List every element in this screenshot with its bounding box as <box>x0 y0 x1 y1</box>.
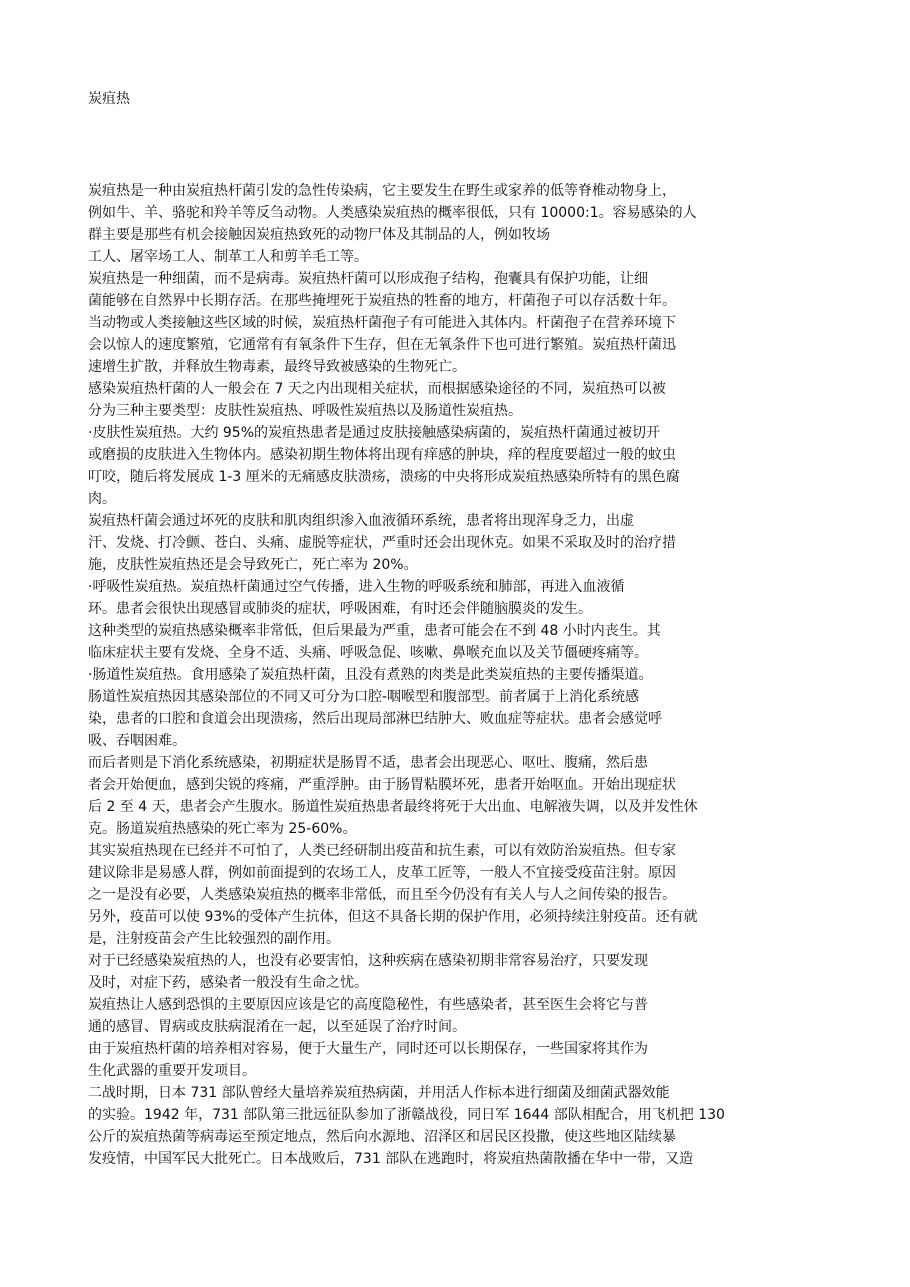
text-line: 建议除非是易感人群，例如前面提到的农场工人，皮革工匠等，一般人不宜接受疫苗注射。原因 <box>88 865 676 881</box>
text-line: 吸、吞咽困难。 <box>88 733 186 749</box>
text-line: 速增生扩散，并释放生物毒素，最终导致被感染的生物死亡。 <box>88 359 466 375</box>
text-line: 炭疽热是一种由炭疽热杆菌引发的急性传染病，它主要发生在野生或家养的低等脊椎动物身上， <box>88 183 676 199</box>
text-line: 会以惊人的速度繁殖，它通常有有氧条件下生存，但在无氧条件下也可进行繁殖。炭疽热杆菌迅 <box>88 337 676 353</box>
text-line: 其实炭疽热现在已经并不可怕了，人类已经研制出疫苗和抗生素，可以有效防治炭疽热。但专家 <box>88 843 676 859</box>
text-line: 生化武器的重要开发项目。 <box>88 1063 256 1079</box>
text-line: 或磨损的皮肤进入生物体内。感染初期生物体将出现有痒感的肿块，痒的程度要超过一般的蚊虫 <box>88 447 676 463</box>
text-line: ·肠道性炭疽热。食用感染了炭疽热杆菌，且没有煮熟的肉类是此类炭疽热的主要传播渠道。 <box>88 667 653 683</box>
text-line: 由于炭疽热杆菌的培养相对容易，便于大量生产，同时还可以长期保存，一些国家将其作为 <box>88 1041 648 1057</box>
text-line: 这种类型的炭疽热感染概率非常低，但后果最为严重，患者可能会在不到 48 小时内丧生。其 <box>88 623 661 639</box>
text-line: 临床症状主要有发烧、全身不适、头痛、呼吸急促、咳嗽、鼻喉充血以及关节僵硬疼痛等。 <box>88 645 648 661</box>
text-line: 通的感冒、胃病或皮肤病混淆在一起，以至延误了治疗时间。 <box>88 1019 466 1035</box>
text-line: 环。患者会很快出现感冒或肺炎的症状，呼吸困难，有时还会伴随脑膜炎的发生。 <box>88 601 592 617</box>
text-line: 后 2 至 4 天，患者会产生腹水。肠道性炭疽热患者最终将死于大出血、电解液失调，以及并发性休 <box>88 799 698 815</box>
text-line: 肉。 <box>88 491 116 507</box>
text-line: 施，皮肤性炭疽热还是会导致死亡，死亡率为 20%。 <box>88 557 418 573</box>
text-line: 的实验。1942 年，731 部队第三批远征队参加了浙赣战役，同日军 1644 部队相配合，用飞机把 130 <box>88 1107 725 1123</box>
text-line: 而后者则是下消化系统感染，初期症状是肠胃不适，患者会出现恶心、呕吐、腹痛，然后患 <box>88 755 648 771</box>
text-line: 者会开始便血，感到尖锐的疼痛，严重浮肿。由于肠胃粘膜坏死，患者开始呕血。开始出现症状 <box>88 777 676 793</box>
text-line: 克。肠道炭疽热感染的死亡率为 25-60%。 <box>88 821 357 837</box>
text-line: ·呼吸性炭疽热。炭疽热杆菌通过空气传播，进入生物的呼吸系统和肺部，再进入血液循 <box>88 579 625 595</box>
text-line: 之一是没有必要，人类感染炭疽热的概率非常低，而且至今仍没有有关人与人之间传染的报告。 <box>88 887 676 903</box>
text-line: 公斤的炭疽热菌等病毒运至预定地点，然后向水源地、沼泽区和居民区投撒，使这些地区陆续暴 <box>88 1129 676 1145</box>
text-line: 分为三种主要类型：皮肤性炭疽热、呼吸性炭疽热以及肠道性炭疽热。 <box>88 403 522 419</box>
text-line: 另外，疫苗可以使 93%的受体产生抗体，但这不具备长期的保护作用，必须持续注射疫苗。还有就 <box>88 909 698 925</box>
text-line: 对于已经感染炭疽热的人，也没有必要害怕，这种疾病在感染初期非常容易治疗，只要发现 <box>88 953 648 969</box>
text-line: ·皮肤性炭疽热。大约 95%的炭疽热患者是通过皮肤接触感染病菌的，炭疽热杆菌通过被切开 <box>88 425 661 441</box>
text-line: 工人、屠宰场工人、制革工人和剪羊毛工等。 <box>88 249 368 265</box>
text-line: 汗、发烧、打冷颤、苍白、头痛、虚脱等症状，严重时还会出现休克。如果不采取及时的治疗措 <box>88 535 676 551</box>
text-line: 二战时期，日本 731 部队曾经大量培养炭疽热病菌，并用活人作标本进行细菌及细菌武器效能 <box>88 1085 670 1101</box>
text-line: 发疫情，中国军民大批死亡。日本战败后，731 部队在逃跑时，将炭疽热菌散播在华中一带，又造 <box>88 1151 694 1167</box>
text-line: 当动物或人类接触这些区域的时候，炭疽热杆菌孢子有可能进入其体内。杆菌孢子在营养环境下 <box>88 315 676 331</box>
text-line: 例如牛、羊、骆驼和羚羊等反刍动物。人类感染炭疽热的概率很低，只有 10000:1。容易感染的人 <box>88 205 697 221</box>
text-line: 叮咬，随后将发展成 1-3 厘米的无痛感皮肤溃疡，溃疡的中央将形成炭疽热感染所特有的黑色腐 <box>88 469 680 485</box>
document-body <box>88 180 888 1170</box>
text-line: 染，患者的口腔和食道会出现溃疡，然后出现局部淋巴结肿大、败血症等症状。患者会感觉呼 <box>88 711 662 727</box>
text-line: 群主要是那些有机会接触因炭疽热致死的动物尸体及其制品的人，例如牧场 <box>88 227 550 243</box>
document-title: 炭疽热 <box>88 91 130 107</box>
text-line: 感染炭疽热杆菌的人一般会在 7 天之内出现相关症状，而根据感染途径的不同，炭疽热可以被 <box>88 381 666 397</box>
text-line: 及时，对症下药，感染者一般没有生命之忧。 <box>88 975 368 991</box>
text-line: 菌能够在自然界中长期存活。在那些掩埋死于炭疽热的牲畜的地方，杆菌孢子可以存活数十年。 <box>88 293 676 309</box>
text-line: 炭疽热是一种细菌，而不是病毒。炭疽热杆菌可以形成孢子结构，孢囊具有保护功能，让细 <box>88 271 648 287</box>
text-line: 是，注射疫苗会产生比较强烈的副作用。 <box>88 931 340 947</box>
text-line: 炭疽热杆菌会通过坏死的皮肤和肌肉组织渗入血液循环系统，患者将出现浑身乏力，出虚 <box>88 513 634 529</box>
text-line: 炭疽热让人感到恐惧的主要原因应该是它的高度隐秘性，有些感染者，甚至医生会将它与普 <box>88 997 648 1013</box>
text-line: 肠道性炭疽热因其感染部位的不同又可分为口腔-咽喉型和腹部型。前者属于上消化系统感 <box>88 689 640 705</box>
